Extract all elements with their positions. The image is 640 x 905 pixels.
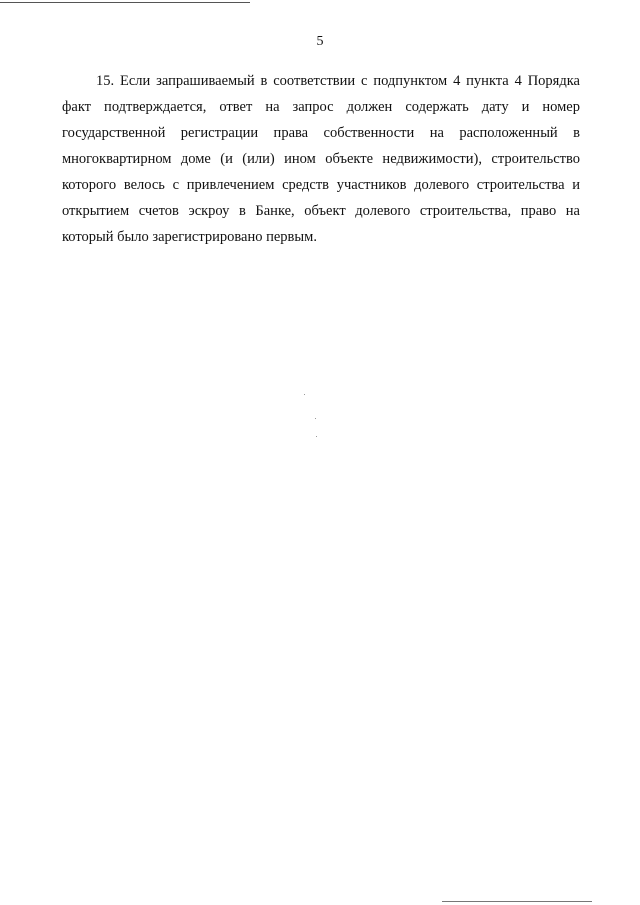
scan-edge-line-top [0,2,250,3]
scan-speck [315,418,316,419]
scan-speck [304,394,305,395]
scan-edge-line-bottom [442,901,592,902]
page-number: 5 [316,34,324,49]
paragraph-15: 15. Если запрашиваемый в соответствии с подпунктом 4 пункта 4 Порядка факт подтверждается, ответ на запрос должен содержать дату и номер государственной регистрации права собственности на расположенный в многоквартирном доме (и (или) ином объекте недвижимости), строительство которого велось с привлечением средств участников долевого строительства и открытием счетов эскроу в Банке, объект долевого строительства, право на который было зарегистрировано первым. [62,73,580,245]
scan-speck [316,436,317,437]
